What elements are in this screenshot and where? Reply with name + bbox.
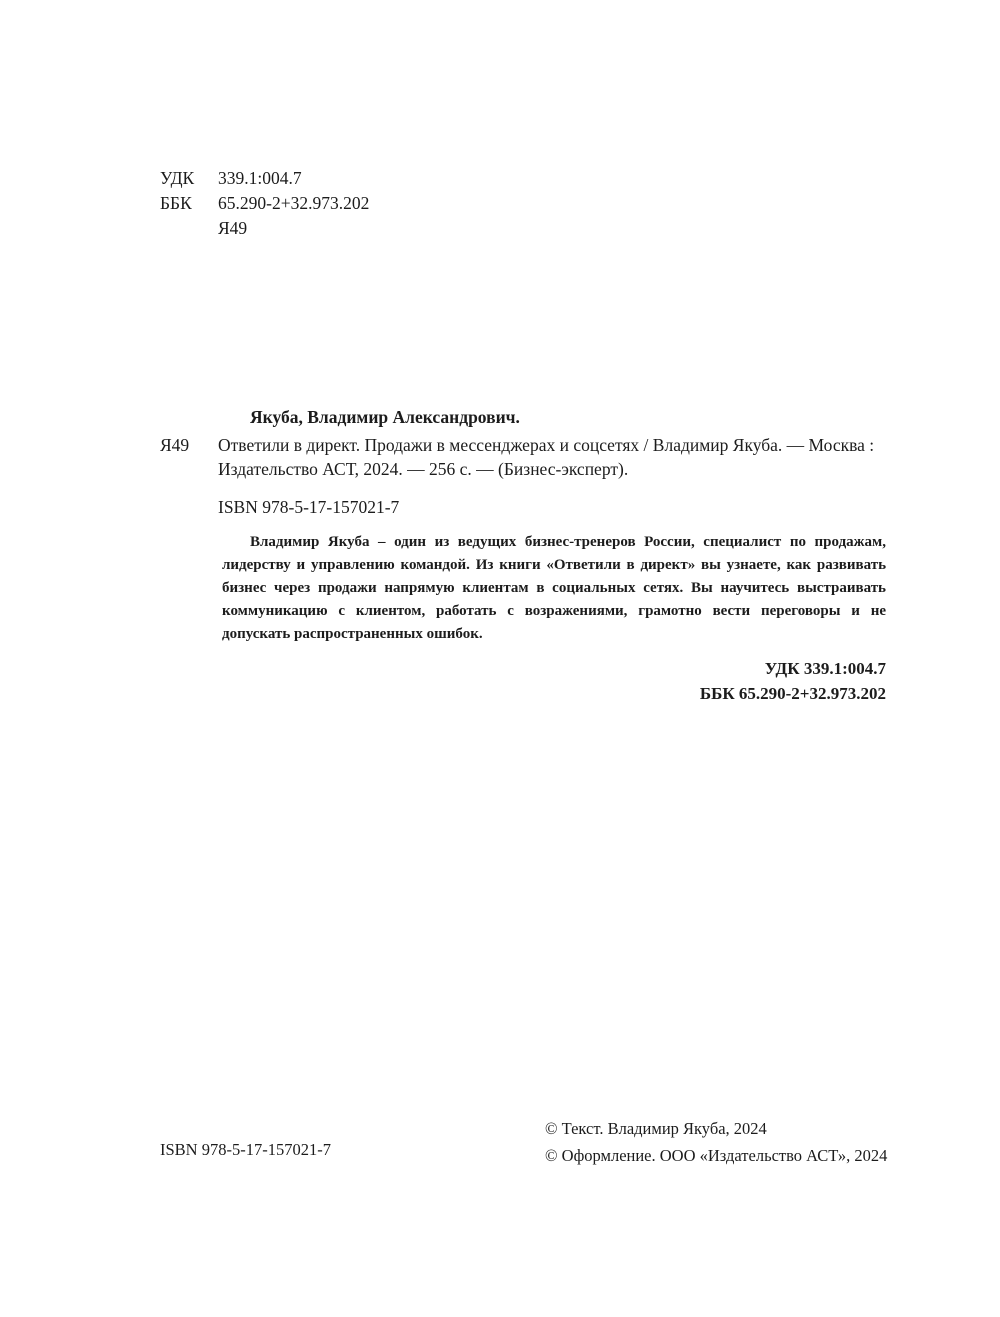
- copyright-design-line: © Оформление. ООО «Издательство АСТ», 2024: [545, 1146, 888, 1165]
- author-sign: Я49: [218, 218, 248, 238]
- catalog-entry-row: [160, 433, 900, 481]
- bbk-label: ББК: [160, 193, 192, 213]
- bbk-row: [160, 191, 369, 216]
- catalog-entry: [160, 405, 900, 519]
- udk-label: УДК: [160, 168, 195, 188]
- catalog-isbn: ISBN 978-5-17-157021-7: [218, 497, 400, 517]
- catalog-entry-text: Ответили в директ. Продажи в мессенджерах и соцсетях / Владимир Якуба. — Москва : Издательство АСТ, 2024. — 256 с. — (Бизнес-эксперт).: [218, 435, 875, 479]
- bbk-value: 65.290-2+32.973.202: [218, 193, 370, 213]
- udk-value: 339.1:004.7: [218, 168, 302, 188]
- annotation-paragraph: Владимир Якуба – один из ведущих бизнес-тренеров России, специалист по продажам, лидерству и управлению командой. Из книги «Ответили в директ» вы узнаете, как развивать бизнес через продажи напрямую клиентам в социальных сетях. Вы научитесь выстраивать коммуникацию с клиентом, работать с возражениями, грамотно вести переговоры и не допускать распространенных ошибок.: [222, 534, 886, 642]
- footer-copyright-block: [545, 1115, 887, 1169]
- codes-right-block: [500, 656, 886, 706]
- udk-right: УДК 339.1:004.7: [764, 659, 886, 678]
- catalog-author-heading: Якуба, Владимир Александрович.: [250, 407, 520, 427]
- catalog-author-sign: Я49: [160, 435, 190, 455]
- bbk-right: ББК 65.290-2+32.973.202: [699, 684, 886, 703]
- udk-row: [160, 166, 369, 191]
- copyright-text-line: © Текст. Владимир Якуба, 2024: [545, 1119, 767, 1138]
- author-sign-row: [160, 216, 369, 241]
- classification-block: [160, 166, 369, 241]
- footer-isbn: ISBN 978-5-17-157021-7: [160, 1140, 331, 1159]
